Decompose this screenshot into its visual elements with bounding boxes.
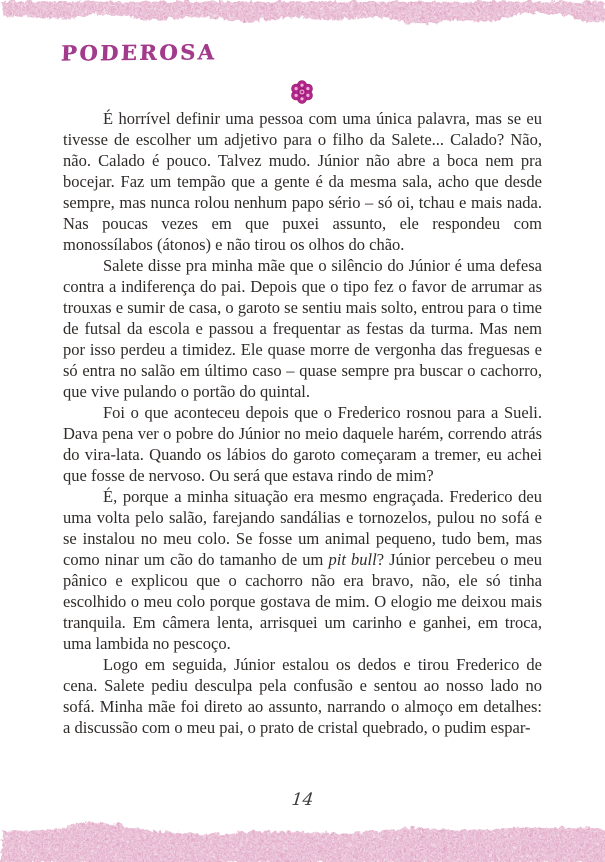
text-segment: É horrível definir uma pessoa com uma única palavra, mas se eu tivesse de escolher um adjetivo para o filho da Salete... Calado? Não, não. Calado é pouco. Talvez mudo. Júnior não abre a boca nem pra bocejar. Faz um tempão que a gente é da mesma sala, acho que desde sempre, mas nunca rolou nenhum papo sério – só oi, tchau e mais nada. Nas poucas vezes em que puxei assunto, ele respondeu com monossílabos (átonos) e não tirou os olhos do chão. [63, 109, 542, 254]
paragraph [63, 255, 542, 402]
text-segment: Logo em seguida, Júnior estalou os dedos e tirou Frederico de cena. Salete pediu desculpa pela confusão e sentou ao nosso lado no sofá. Minha mãe foi direto ao assunto, narrando o almoço em detalhes: a discussão com o meu pai, o prato de cristal quebrado, o pudim espar- [63, 655, 542, 737]
paragraph [63, 486, 542, 654]
flower-icon [289, 79, 315, 105]
torn-edge-top [0, 0, 605, 36]
book-title: PODEROSA [60, 39, 218, 66]
torn-edge-bottom [0, 818, 605, 862]
paragraph [63, 108, 542, 255]
text-segment: É, porque a minha situação era mesmo engraçada. Frederico deu uma volta pelo salão, farejando sandálias e tornozelos, pulou no sofá e se instalou no meu colo. Se fosse um animal pequeno, tudo bem, mas como ninar um cão do tamanho de um [63, 487, 542, 569]
text-segment: Foi o que aconteceu depois que o Frederico rosnou para a Sueli. Dava pena ver o pobre do Júnior no meio daquele harém, correndo atrás do vira-lata. Quando os lábios do garoto começaram a tremer, eu achei que fosse de nervoso. Ou será que estava rindo de mim? [63, 403, 542, 485]
page-number: 14 [290, 790, 315, 810]
text-segment: Salete disse pra minha mãe que o silêncio do Júnior é uma defesa contra a indiferença do pai. Depois que o tipo fez o favor de arrumar as trouxas e sumir de casa, o garoto se sentiu mais solto, entrou para o time de futsal da escola e passou a frequentar as festas da turma. Mas nem por isso perdeu a timidez. Ele quase morre de vergonha das freguesas e só entra no salão em último caso – quase sempre pra buscar o cachorro, que vive pulando o portão do quintal. [63, 256, 542, 401]
italic-phrase: pit bull [328, 550, 377, 569]
body-text [63, 108, 542, 738]
paragraph [63, 402, 542, 486]
paragraph [63, 654, 542, 738]
text-segment: ? Júnior percebeu o meu pânico e explicou que o cachorro não era bravo, não, ele só tinha escolhido o meu colo porque gostava de mim. O elogio me deixou mais tranquila. Em câmera lenta, arrisquei um carinho e ganhei, em troca, uma lambida no pescoço. [63, 550, 542, 653]
